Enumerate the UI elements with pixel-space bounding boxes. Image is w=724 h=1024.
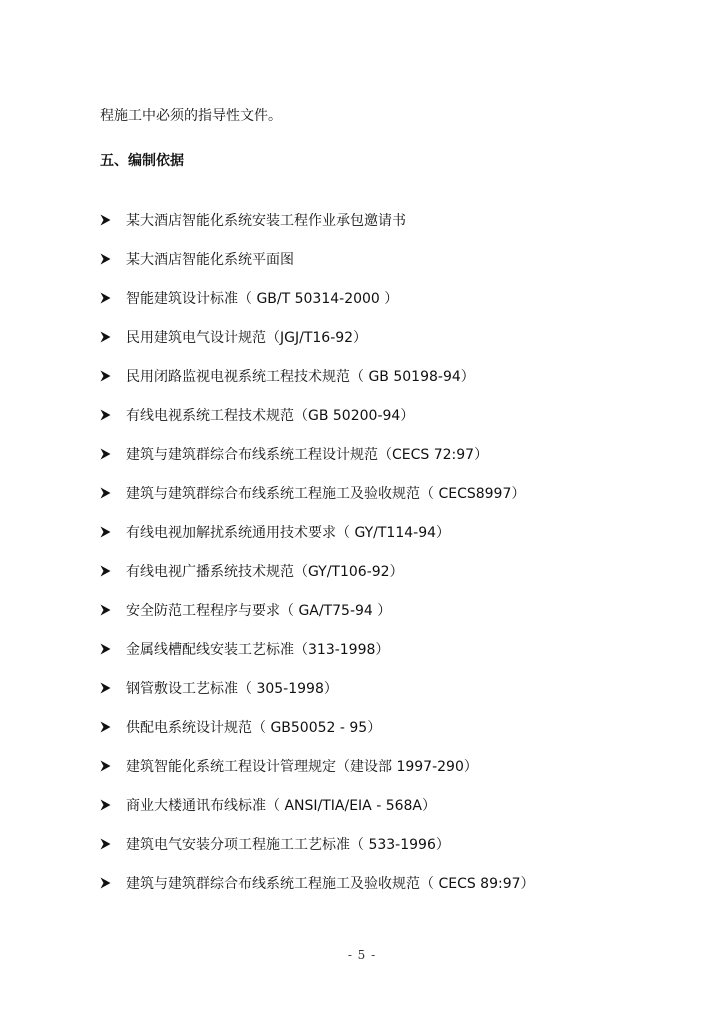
arrowhead-bullet-icon [100,877,126,889]
arrowhead-bullet-icon [100,682,126,694]
arrowhead-bullet-icon [100,760,126,772]
reference-list-item [100,785,535,824]
reference-list-item [100,824,535,863]
reference-list-item-text: 智能建筑设计标准（ GB/T 50314-2000 ） [126,290,399,307]
reference-list-item-text: 建筑智能化系统工程设计管理规定（建设部 1997-290） [126,758,478,775]
reference-list-item-text: 商业大楼通讯布线标准（ ANSI/TIA/EIA - 568A） [126,797,437,814]
arrowhead-bullet-icon [100,409,126,421]
reference-list-item [100,590,535,629]
section-heading: 五、编制依据 [100,153,184,169]
reference-list-item [100,863,535,902]
arrowhead-bullet-icon [100,838,126,850]
reference-list-item [100,278,535,317]
arrowhead-bullet-icon [100,565,126,577]
arrowhead-bullet-icon [100,487,126,499]
reference-list-item [100,473,535,512]
arrowhead-bullet-icon [100,331,126,343]
reference-list-item-text: 有线电视广播系统技术规范（GY/T106-92） [126,563,404,580]
reference-list-item-text: 钢管敷设工艺标准（ 305-1998） [126,680,338,697]
reference-list-item [100,551,535,590]
reference-list-item-text: 有线电视加解扰系统通用技术要求（ GY/T114-94） [126,524,451,541]
reference-list [100,200,535,902]
reference-list-item-text: 建筑与建筑群综合布线系统工程施工及验收规范（ CECS 89:97） [126,875,535,892]
arrowhead-bullet-icon [100,370,126,382]
reference-list-item-text: 民用闭路监视电视系统工程技术规范（ GB 50198-94） [126,368,475,385]
arrowhead-bullet-icon [100,643,126,655]
reference-list-item [100,629,535,668]
reference-list-item-text: 安全防范工程程序与要求（ GA/T75-94 ） [126,602,392,619]
reference-list-item [100,395,535,434]
reference-list-item-text: 民用建筑电气设计规范（JGJ/T16-92） [126,329,368,346]
reference-list-item [100,707,535,746]
reference-list-item-text: 有线电视系统工程技术规范（GB 50200-94） [126,407,415,424]
page-number: - 5 - [347,948,377,962]
reference-list-item-text: 某大酒店智能化系统平面图 [126,251,294,268]
reference-list-item [100,239,535,278]
arrowhead-bullet-icon [100,604,126,616]
reference-list-item [100,317,535,356]
reference-list-item-text: 金属线槽配线安装工艺标准（313-1998） [126,641,390,658]
reference-list-item-text: 建筑电气安装分项工程施工工艺标准（ 533-1996） [126,836,450,853]
arrowhead-bullet-icon [100,721,126,733]
reference-list-item [100,668,535,707]
arrowhead-bullet-icon [100,448,126,460]
reference-list-item [100,512,535,551]
arrowhead-bullet-icon [100,253,126,265]
reference-list-item-text: 供配电系统设计规范（ GB50052 - 95） [126,719,382,736]
reference-list-item-text: 某大酒店智能化系统安装工程作业承包邀请书 [126,212,406,229]
reference-list-item [100,746,535,785]
reference-list-item [100,356,535,395]
reference-list-item-text: 建筑与建筑群综合布线系统工程施工及验收规范（ CECS8997） [126,485,526,502]
reference-list-item [100,200,535,239]
arrowhead-bullet-icon [100,214,126,226]
arrowhead-bullet-icon [100,526,126,538]
arrowhead-bullet-icon [100,292,126,304]
reference-list-item-text: 建筑与建筑群综合布线系统工程设计规范（CECS 72:97） [126,446,489,463]
arrowhead-bullet-icon [100,799,126,811]
reference-list-item [100,434,535,473]
intro-line: 程施工中必须的指导性文件。 [100,108,282,124]
